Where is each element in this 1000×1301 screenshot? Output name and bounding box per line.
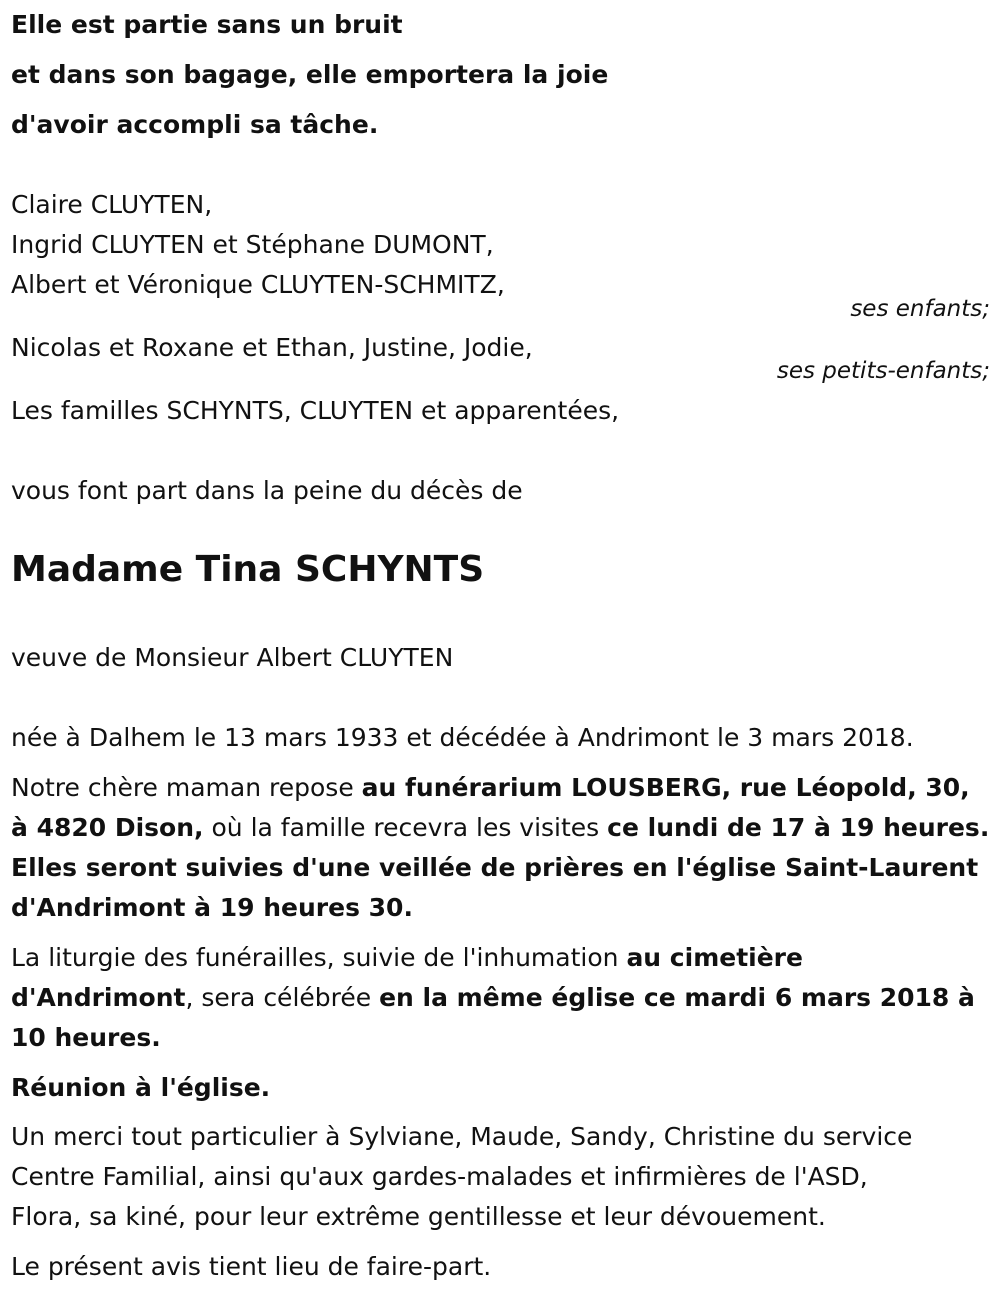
rest-city: à 4820 Dison, xyxy=(11,813,204,842)
grandchildren-label: ses petits-enfants; xyxy=(776,358,990,384)
liturgy-cemetery: au cimetière xyxy=(626,943,803,972)
liturgy-line-2 xyxy=(11,978,975,1018)
liturgy-line-3: 10 heures. xyxy=(11,1023,161,1052)
rest-funeral-home: au funérarium LOUSBERG, rue Léopold, 30, xyxy=(361,773,970,802)
grandchildren: Nicolas et Roxane et Ethan, Justine, Jodie, xyxy=(11,333,533,362)
liturgy-text-1a: La liturgie des funérailles, suivie de l'inhumation xyxy=(11,943,627,972)
thanks-line-3: Flora, sa kiné, pour leur extrême gentillesse et leur dévouement. xyxy=(11,1202,826,1231)
rest-line-2 xyxy=(11,808,989,848)
child-1: Claire CLUYTEN, xyxy=(11,190,213,219)
meeting: Réunion à l'église. xyxy=(11,1073,271,1102)
widow-of: veuve de Monsieur Albert CLUYTEN xyxy=(11,643,454,672)
epigraph-line-3: d'avoir accompli sa tâche. xyxy=(11,110,379,139)
liturgy-date: en la même église ce mardi 6 mars 2018 à xyxy=(379,983,975,1012)
child-3: Albert et Véronique CLUYTEN-SCHMITZ, xyxy=(11,270,505,299)
child-2: Ingrid CLUYTEN et Stéphane DUMONT, xyxy=(11,230,494,259)
birth-death: née à Dalhem le 13 mars 1933 et décédée à Andrimont le 3 mars 2018. xyxy=(11,723,914,752)
rest-text-1a: Notre chère maman repose xyxy=(11,773,362,802)
rest-line-4: d'Andrimont à 19 heures 30. xyxy=(11,893,413,922)
announcement: vous font part dans la peine du décès de xyxy=(11,476,523,505)
children-label: ses enfants; xyxy=(850,296,990,322)
liturgy-line-1 xyxy=(11,938,803,978)
rest-line-3: Elles seront suivies d'une veillée de prières en l'église Saint-Laurent xyxy=(11,853,979,882)
liturgy-place: d'Andrimont xyxy=(11,983,186,1012)
notice: Le présent avis tient lieu de faire-part. xyxy=(11,1252,492,1281)
deceased-name: Madame Tina SCHYNTS xyxy=(11,549,485,590)
liturgy-text-2b: , sera célébrée xyxy=(185,983,380,1012)
thanks-line-1: Un merci tout particulier à Sylviane, Maude, Sandy, Christine du service xyxy=(11,1122,913,1151)
epigraph-line-1: Elle est partie sans un bruit xyxy=(11,10,403,39)
families: Les familles SCHYNTS, CLUYTEN et apparentées, xyxy=(11,396,620,425)
rest-text-2b: où la famille recevra les visites xyxy=(203,813,608,842)
epigraph-line-2: et dans son bagage, elle emportera la joie xyxy=(11,60,609,89)
thanks-line-2: Centre Familial, ainsi qu'aux gardes-malades et infirmières de l'ASD, xyxy=(11,1162,868,1191)
rest-visit-time: ce lundi de 17 à 19 heures. xyxy=(607,813,990,842)
rest-line-1 xyxy=(11,768,970,808)
